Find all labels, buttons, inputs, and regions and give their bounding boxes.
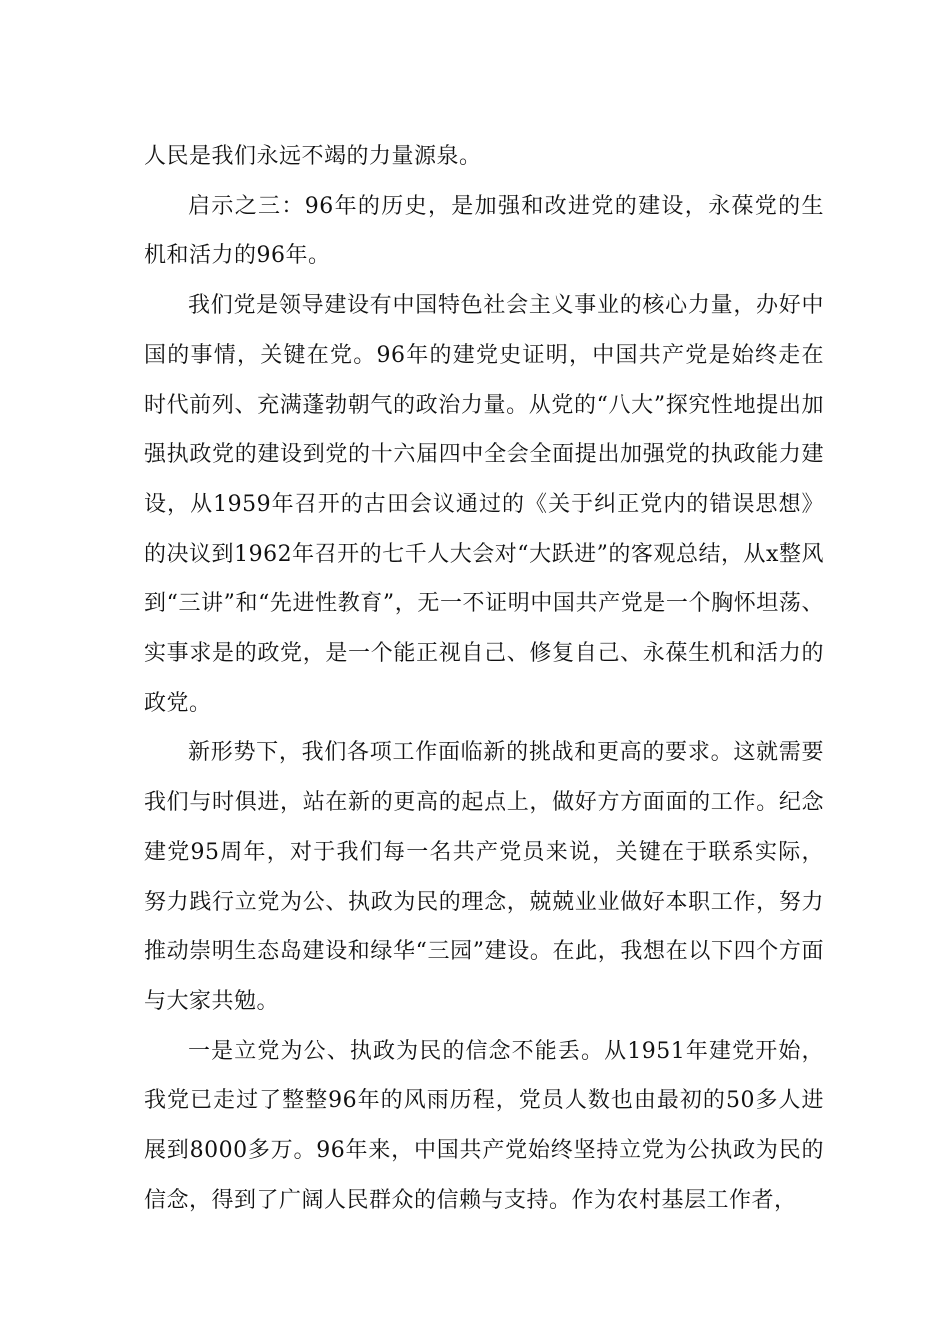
paragraph-point-one: 一是立党为公、执政为民的信念不能丢。从1951年建党开始，我党已走过了整整96年的风雨历程，党员人数也由最初的50多人进展到8000多万。96年来，中国共产党始终坚持立党为公执政为民的信念，得到了广阔人民群众的信赖与支持。作为农村基层工作者， — [144, 1038, 824, 1213]
paragraph-new-situation: 新形势下，我们各项工作面临新的挑战和更高的要求。这就需要我们与时俱进，站在新的更高的起点上，做好方方面面的工作。纪念建党95周年，对于我们每一名共产党员来说，关键在于联系实际，努力践行立党为公、执政为民的理念，兢兢业业做好本职工作，努力推动崇明生态岛建设和绿华“三园”建设。在此，我想在以下四个方面与大家共勉。 — [144, 740, 824, 1014]
paragraph-continuation: 人民是我们永远不竭的力量源泉。 — [144, 144, 482, 169]
document-body — [144, 132, 824, 1225]
paragraph-party-core-force: 我们党是领导建设有中国特色社会主义事业的核心力量，办好中国的事情，关键在党。96年的建党史证明，中国共产党是始终走在时代前列、充满蓬勃朝气的政治力量。从党的“八大”探究性地提出加强执政党的建设到党的十六届四中全会全面提出加强党的执政能力建设，从1959年召开的古田会议通过的《关于纠正党内的错误思想》的决议到1962年召开的七千人大会对“大跃进”的客观总结，从x整风到“三讲”和“先进性教育”，无一不证明中国共产党是一个胸怀坦荡、实事求是的政党，是一个能正视自己、修复自己、永葆生机和活力的政党。 — [144, 293, 824, 716]
paragraph-insight-three: 启示之三：96年的历史，是加强和改进党的建设，永葆党的生机和活力的96年。 — [144, 193, 824, 269]
